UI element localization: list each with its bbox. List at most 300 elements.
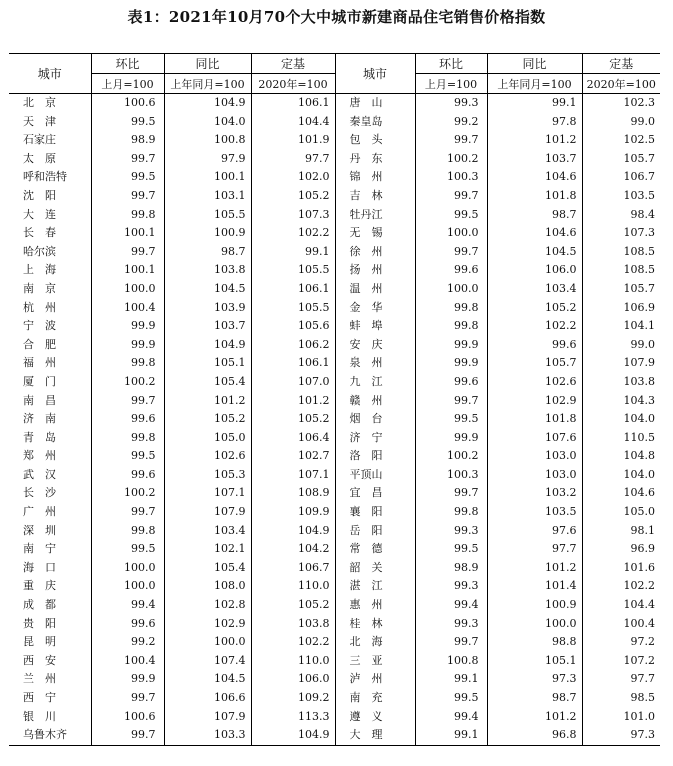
yoy-cell-right: 97.8	[487, 113, 582, 132]
mom-cell: 99.8	[91, 206, 164, 225]
fixed-cell-right: 108.5	[582, 261, 660, 280]
city-cell-right: 大 理	[335, 726, 415, 745]
mom-cell: 99.8	[91, 522, 164, 541]
fixed-cell: 110.0	[251, 577, 335, 596]
yoy-cell-right: 103.5	[487, 503, 582, 522]
city-cell: 乌鲁木齐	[9, 726, 91, 745]
mom-cell: 99.7	[91, 392, 164, 411]
yoy-cell: 104.9	[164, 94, 251, 113]
city-cell: 厦 门	[23, 374, 56, 388]
table-row	[9, 652, 660, 671]
fixed-cell-right: 104.6	[582, 484, 660, 503]
table-row	[9, 447, 660, 466]
yoy-cell-right: 104.6	[487, 168, 582, 187]
fixed-cell: 105.6	[251, 317, 335, 336]
city-cell: 杭 州	[23, 300, 56, 314]
mom-cell-right: 99.8	[415, 503, 487, 522]
fixed-cell-right: 102.5	[582, 131, 660, 150]
city-cell-right: 泸 州	[349, 672, 383, 686]
fixed-cell-right: 97.3	[582, 726, 660, 745]
fixed-cell: 102.7	[251, 447, 335, 466]
mom-cell: 99.6	[91, 615, 164, 634]
mom-cell-right: 99.9	[415, 336, 487, 355]
mom-cell: 99.6	[91, 410, 164, 429]
table-row	[9, 261, 660, 280]
city-cell: 郑 州	[23, 449, 56, 463]
yoy-cell: 100.8	[164, 131, 251, 150]
yoy-cell: 105.0	[164, 429, 251, 448]
fixed-cell-right: 104.0	[582, 410, 660, 429]
yoy-cell: 103.7	[164, 317, 251, 336]
city-cell: 济 南	[23, 412, 56, 426]
city-cell: 上 海	[23, 263, 56, 277]
mom-cell: 99.5	[91, 168, 164, 187]
mom-cell-right: 99.1	[415, 726, 487, 745]
city-cell-right: 锦 州	[349, 170, 383, 184]
fixed-cell: 109.9	[251, 503, 335, 522]
yoy-base-label-right: 上年同月=100	[487, 74, 582, 94]
mom-cell-right: 99.5	[415, 540, 487, 559]
mom-cell: 100.1	[91, 261, 164, 280]
mom-cell-right: 99.1	[415, 670, 487, 689]
mom-cell: 100.6	[91, 708, 164, 727]
table-row	[9, 243, 660, 262]
yoy-cell: 107.9	[164, 503, 251, 522]
mom-cell-right: 100.0	[415, 224, 487, 243]
city-cell: 银 川	[23, 709, 56, 723]
city-cell: 海 口	[23, 560, 56, 574]
yoy-cell-right: 105.2	[487, 299, 582, 318]
city-column-header-right: 城市	[335, 54, 415, 94]
yoy-cell: 103.3	[164, 726, 251, 745]
city-cell-right: 徐 州	[349, 244, 383, 258]
city-cell-right: 洛 阳	[349, 449, 383, 463]
table-row	[9, 354, 660, 373]
mom-cell: 99.6	[91, 466, 164, 485]
mom-cell-right: 100.0	[415, 280, 487, 299]
city-cell: 青 岛	[23, 430, 56, 444]
city-cell-right: 遵 义	[349, 709, 383, 723]
city-cell-right: 包 头	[349, 133, 383, 147]
fixed-cell: 106.0	[251, 670, 335, 689]
yoy-cell: 103.4	[164, 522, 251, 541]
mom-cell: 99.8	[91, 354, 164, 373]
city-cell-right: 九 江	[349, 374, 383, 388]
yoy-cell-right: 97.7	[487, 540, 582, 559]
mom-cell: 99.4	[91, 596, 164, 615]
fixed-cell: 105.2	[251, 410, 335, 429]
yoy-cell: 105.3	[164, 466, 251, 485]
city-cell: 宁 波	[23, 319, 56, 333]
mom-cell: 99.5	[91, 113, 164, 132]
yoy-cell-right: 99.1	[487, 94, 582, 113]
fixed-cell: 106.1	[251, 280, 335, 299]
fixed-cell-right: 108.5	[582, 243, 660, 262]
mom-cell: 100.0	[91, 280, 164, 299]
mom-base-label: 上月=100	[91, 74, 164, 94]
fixed-cell: 113.3	[251, 708, 335, 727]
mom-cell: 99.5	[91, 540, 164, 559]
city-cell: 福 州	[23, 356, 56, 370]
price-index-table	[9, 53, 660, 746]
mom-cell-right: 99.4	[415, 596, 487, 615]
city-cell-right: 扬 州	[349, 263, 383, 277]
city-cell-right: 济 宁	[349, 430, 383, 444]
mom-cell-right: 99.7	[415, 187, 487, 206]
city-cell: 南 京	[23, 281, 56, 295]
mom-cell: 99.7	[91, 187, 164, 206]
mom-cell-right: 99.9	[415, 354, 487, 373]
city-cell-right: 岳 阳	[349, 523, 383, 537]
fixed-cell-right: 102.2	[582, 577, 660, 596]
table-row	[9, 726, 660, 745]
city-cell: 沈 阳	[23, 188, 56, 202]
city-cell-right: 吉 林	[349, 188, 383, 202]
mom-cell-right: 99.3	[415, 615, 487, 634]
city-cell-right: 蚌 埠	[349, 319, 383, 333]
table-row	[9, 559, 660, 578]
city-cell-right: 安 庆	[349, 337, 383, 351]
fixed-cell-right: 97.2	[582, 633, 660, 652]
mom-cell: 100.4	[91, 652, 164, 671]
city-cell: 长 沙	[23, 486, 56, 500]
table-row	[9, 689, 660, 708]
yoy-column-header-right: 同比	[487, 54, 582, 74]
city-cell-right: 惠 州	[349, 598, 383, 612]
city-cell: 天 津	[23, 114, 56, 128]
yoy-cell: 102.8	[164, 596, 251, 615]
table-row	[9, 150, 660, 169]
table-row	[9, 299, 660, 318]
yoy-cell: 101.2	[164, 392, 251, 411]
mom-cell-right: 99.7	[415, 484, 487, 503]
city-cell-right: 宜 昌	[349, 486, 383, 500]
city-cell: 石家庄	[23, 133, 56, 147]
yoy-cell-right: 98.7	[487, 206, 582, 225]
fixed-cell-right: 98.1	[582, 522, 660, 541]
table-row	[9, 373, 660, 392]
fixed-cell: 99.1	[251, 243, 335, 262]
city-cell-right: 无 锡	[349, 226, 383, 240]
yoy-cell-right: 104.5	[487, 243, 582, 262]
city-cell: 呼和浩特	[23, 170, 67, 184]
yoy-cell: 102.9	[164, 615, 251, 634]
mom-cell-right: 99.3	[415, 94, 487, 113]
table-row	[9, 206, 660, 225]
fixed-cell: 105.2	[251, 596, 335, 615]
table-header	[9, 54, 660, 94]
table-row	[9, 466, 660, 485]
city-cell-right: 桂 林	[349, 616, 383, 630]
mom-cell-right: 99.7	[415, 131, 487, 150]
yoy-cell-right: 106.0	[487, 261, 582, 280]
mom-cell-right: 100.2	[415, 150, 487, 169]
city-column-header: 城市	[9, 54, 91, 94]
yoy-cell: 106.6	[164, 689, 251, 708]
table-row	[9, 484, 660, 503]
mom-cell: 99.8	[91, 429, 164, 448]
mom-cell-right: 99.6	[415, 261, 487, 280]
fixed-cell: 106.7	[251, 559, 335, 578]
mom-cell-right: 100.3	[415, 466, 487, 485]
city-cell-right: 泉 州	[349, 356, 383, 370]
mom-base-label-right: 上月=100	[415, 74, 487, 94]
table-row	[9, 187, 660, 206]
fixed-cell: 107.1	[251, 466, 335, 485]
table-row	[9, 670, 660, 689]
table-row	[9, 410, 660, 429]
city-cell-right: 北 海	[349, 635, 383, 649]
yoy-base-label: 上年同月=100	[164, 74, 251, 94]
city-cell: 大 连	[23, 207, 56, 221]
fixed-cell-right: 106.7	[582, 168, 660, 187]
fixed-cell-right: 107.2	[582, 652, 660, 671]
fixed-cell-right: 106.9	[582, 299, 660, 318]
mom-cell-right: 99.3	[415, 522, 487, 541]
table-row	[9, 615, 660, 634]
mom-cell-right: 99.7	[415, 633, 487, 652]
fixed-column-header: 定基	[251, 54, 335, 74]
fixed-cell: 110.0	[251, 652, 335, 671]
fixed-cell: 108.9	[251, 484, 335, 503]
mom-cell-right: 99.8	[415, 317, 487, 336]
yoy-cell-right: 102.9	[487, 392, 582, 411]
mom-cell: 100.2	[91, 373, 164, 392]
yoy-cell-right: 103.0	[487, 447, 582, 466]
city-cell: 太 原	[23, 151, 56, 165]
city-cell-right: 金 华	[349, 300, 383, 314]
city-cell-right: 湛 江	[349, 579, 383, 593]
fixed-cell: 101.2	[251, 392, 335, 411]
city-cell-right: 南 充	[349, 691, 383, 704]
mom-cell-right: 99.3	[415, 577, 487, 596]
table-row	[9, 633, 660, 652]
fixed-column-header-right: 定基	[582, 54, 660, 74]
table-row	[9, 540, 660, 559]
fixed-cell: 106.4	[251, 429, 335, 448]
fixed-cell: 106.2	[251, 336, 335, 355]
yoy-cell: 103.1	[164, 187, 251, 206]
city-cell: 西 安	[23, 653, 56, 667]
yoy-cell-right: 107.6	[487, 429, 582, 448]
table-row	[9, 503, 660, 522]
fixed-cell: 102.0	[251, 168, 335, 187]
mom-cell-right: 99.5	[415, 410, 487, 429]
fixed-cell: 104.9	[251, 726, 335, 745]
fixed-cell-right: 107.9	[582, 354, 660, 373]
mom-cell: 100.1	[91, 224, 164, 243]
yoy-cell: 100.0	[164, 633, 251, 652]
fixed-cell-right: 110.5	[582, 429, 660, 448]
fixed-cell-right: 98.5	[582, 689, 660, 708]
table-row	[9, 113, 660, 132]
table-row	[9, 224, 660, 243]
yoy-cell: 104.0	[164, 113, 251, 132]
mom-cell: 99.9	[91, 317, 164, 336]
table-row	[9, 280, 660, 299]
city-cell-right: 平顶山	[349, 467, 383, 481]
city-cell-right: 襄 阳	[349, 505, 383, 519]
table-row	[9, 522, 660, 541]
yoy-cell-right: 104.6	[487, 224, 582, 243]
yoy-cell: 105.4	[164, 559, 251, 578]
fixed-cell: 107.3	[251, 206, 335, 225]
table-title: 表1：2021年10月70个大中城市新建商品住宅销售价格指数	[127, 8, 546, 26]
fixed-cell: 107.0	[251, 373, 335, 392]
mom-cell: 100.6	[91, 94, 164, 113]
table-row	[9, 131, 660, 150]
fixed-cell: 101.9	[251, 131, 335, 150]
yoy-cell: 103.8	[164, 261, 251, 280]
fixed-cell: 102.2	[251, 633, 335, 652]
yoy-cell: 102.6	[164, 447, 251, 466]
fixed-base-label: 2020年=100	[251, 74, 335, 94]
city-cell: 成 都	[23, 598, 56, 612]
table-row	[9, 429, 660, 448]
fixed-cell-right: 104.1	[582, 317, 660, 336]
fixed-cell: 104.2	[251, 540, 335, 559]
fixed-cell-right: 104.3	[582, 392, 660, 411]
city-cell-right: 牡丹江	[349, 207, 383, 221]
yoy-cell-right: 97.6	[487, 522, 582, 541]
fixed-cell: 106.1	[251, 354, 335, 373]
fixed-cell-right: 97.7	[582, 670, 660, 689]
fixed-cell-right: 101.0	[582, 708, 660, 727]
mom-column-header: 环比	[91, 54, 164, 74]
table-row	[9, 317, 660, 336]
fixed-cell-right: 103.5	[582, 187, 660, 206]
fixed-cell-right: 104.0	[582, 466, 660, 485]
mom-cell: 99.7	[91, 689, 164, 708]
city-cell: 武 汉	[23, 467, 56, 481]
fixed-cell-right: 104.4	[582, 596, 660, 615]
city-cell: 北 京	[23, 96, 56, 109]
mom-cell-right: 99.6	[415, 373, 487, 392]
yoy-column-header: 同比	[164, 54, 251, 74]
fixed-cell-right: 96.9	[582, 540, 660, 559]
yoy-cell: 100.9	[164, 224, 251, 243]
city-cell: 深 圳	[23, 523, 56, 537]
yoy-cell: 97.9	[164, 150, 251, 169]
mom-cell: 99.2	[91, 633, 164, 652]
yoy-cell: 105.2	[164, 410, 251, 429]
mom-cell: 99.7	[91, 243, 164, 262]
mom-cell: 99.9	[91, 336, 164, 355]
mom-cell-right: 100.8	[415, 652, 487, 671]
yoy-cell: 98.7	[164, 243, 251, 262]
yoy-cell-right: 101.2	[487, 559, 582, 578]
mom-cell-right: 99.5	[415, 206, 487, 225]
city-cell-right: 韶 关	[349, 560, 383, 574]
yoy-cell-right: 99.6	[487, 336, 582, 355]
fixed-cell: 97.7	[251, 150, 335, 169]
city-cell: 昆 明	[23, 635, 56, 649]
mom-cell: 100.0	[91, 577, 164, 596]
table-row	[9, 596, 660, 615]
fixed-cell-right: 98.4	[582, 206, 660, 225]
fixed-cell-right: 99.0	[582, 113, 660, 132]
yoy-cell-right: 98.7	[487, 689, 582, 708]
fixed-cell: 104.9	[251, 522, 335, 541]
fixed-cell-right: 107.3	[582, 224, 660, 243]
fixed-cell-right: 100.4	[582, 615, 660, 634]
yoy-cell: 105.4	[164, 373, 251, 392]
city-cell: 广 州	[23, 505, 56, 519]
mom-cell: 99.5	[91, 447, 164, 466]
fixed-cell-right: 103.8	[582, 373, 660, 392]
yoy-cell-right: 101.2	[487, 131, 582, 150]
yoy-cell-right: 96.8	[487, 726, 582, 745]
yoy-cell: 104.9	[164, 336, 251, 355]
table-row	[9, 708, 660, 727]
city-cell-right: 常 德	[349, 542, 383, 556]
city-cell: 合 肥	[23, 337, 56, 351]
yoy-cell: 100.1	[164, 168, 251, 187]
yoy-cell-right: 101.2	[487, 708, 582, 727]
yoy-cell-right: 103.7	[487, 150, 582, 169]
fixed-cell: 109.2	[251, 689, 335, 708]
yoy-cell-right: 103.2	[487, 484, 582, 503]
mom-cell-right: 100.2	[415, 447, 487, 466]
fixed-cell: 102.2	[251, 224, 335, 243]
mom-column-header-right: 环比	[415, 54, 487, 74]
yoy-cell: 107.1	[164, 484, 251, 503]
fixed-cell-right: 101.6	[582, 559, 660, 578]
yoy-cell: 105.5	[164, 206, 251, 225]
fixed-cell-right: 105.7	[582, 280, 660, 299]
fixed-cell-right: 105.0	[582, 503, 660, 522]
yoy-cell: 107.9	[164, 708, 251, 727]
city-cell-right: 温 州	[349, 281, 383, 295]
mom-cell: 99.7	[91, 150, 164, 169]
yoy-cell-right: 98.8	[487, 633, 582, 652]
city-cell-right: 三 亚	[349, 653, 383, 667]
fixed-cell: 103.8	[251, 615, 335, 634]
mom-cell-right: 99.9	[415, 429, 487, 448]
yoy-cell-right: 105.1	[487, 652, 582, 671]
fixed-cell: 106.1	[251, 94, 335, 113]
fixed-cell: 105.5	[251, 261, 335, 280]
yoy-cell-right: 103.0	[487, 466, 582, 485]
fixed-cell-right: 105.7	[582, 150, 660, 169]
yoy-cell-right: 101.4	[487, 577, 582, 596]
yoy-cell-right: 97.3	[487, 670, 582, 689]
yoy-cell-right: 100.0	[487, 615, 582, 634]
city-cell-right: 唐 山	[349, 96, 383, 109]
fixed-cell-right: 104.8	[582, 447, 660, 466]
yoy-cell: 103.9	[164, 299, 251, 318]
yoy-cell: 107.4	[164, 652, 251, 671]
mom-cell-right: 99.7	[415, 392, 487, 411]
mom-cell-right: 98.9	[415, 559, 487, 578]
mom-cell-right: 99.8	[415, 299, 487, 318]
fixed-cell-right: 102.3	[582, 94, 660, 113]
table-row	[9, 577, 660, 596]
city-cell-right: 丹 东	[349, 151, 383, 165]
city-cell: 哈尔滨	[23, 244, 56, 258]
mom-cell-right: 99.5	[415, 689, 487, 708]
table-row	[9, 94, 660, 113]
yoy-cell-right: 100.9	[487, 596, 582, 615]
table-row	[9, 336, 660, 355]
city-cell: 兰 州	[23, 672, 56, 686]
yoy-cell-right: 102.2	[487, 317, 582, 336]
yoy-cell: 108.0	[164, 577, 251, 596]
city-cell-right: 赣 州	[349, 393, 383, 407]
yoy-cell-right: 102.6	[487, 373, 582, 392]
yoy-cell: 104.5	[164, 670, 251, 689]
mom-cell-right: 100.3	[415, 168, 487, 187]
